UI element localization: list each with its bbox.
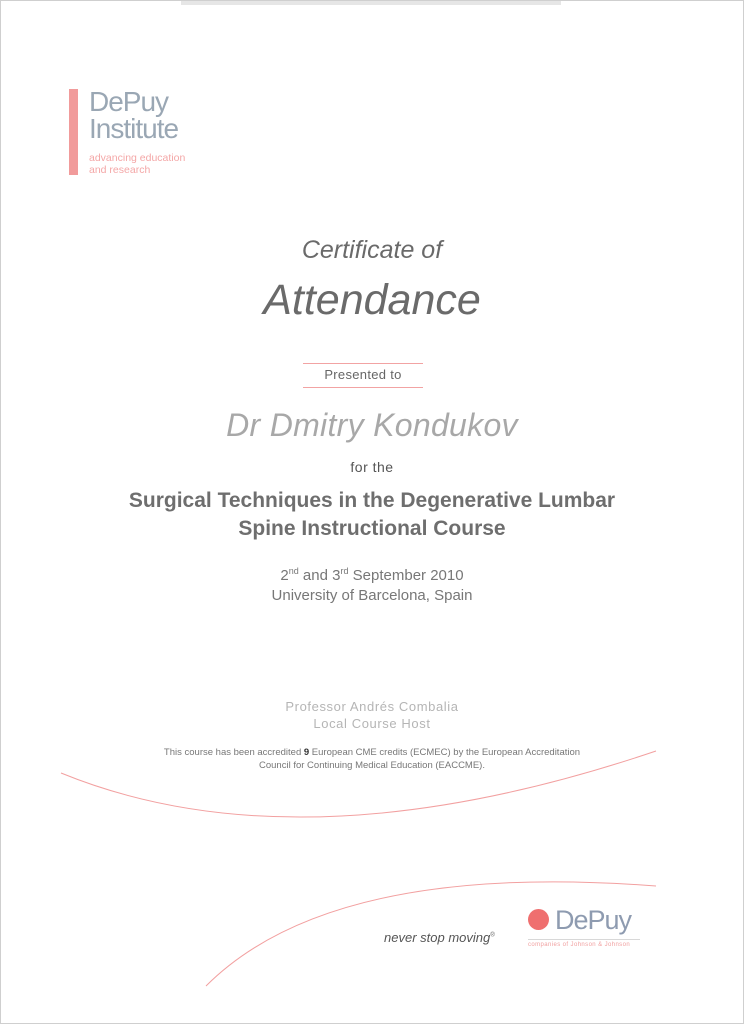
course-dates: 2nd and 3rd September 2010 [280,566,464,584]
course-title-line1: Surgical Techniques in the Degenerative Lumbar [128,489,616,512]
depuy-dot-icon [528,909,549,930]
certificate-heading-small: Certificate of [301,236,443,264]
depuy-rule [528,939,640,940]
host-role: Local Course Host [313,716,431,731]
depuy-wordmark: DePuy [555,905,632,935]
for-the-label: for the [350,459,394,475]
decorative-curves [1,1,743,1023]
certificate-heading-large: Attendance [263,276,481,324]
institute-name-line2: Institute [89,113,179,144]
accreditation-credits: 9 [303,747,310,758]
presented-to-label: Presented to [324,367,402,382]
institute-tagline-line2: and research [89,164,151,176]
recipient-name: Dr Dmitry Kondukov [226,407,518,443]
accreditation-line2: Council for Continuing Medical Education (EACCME). [259,760,485,771]
institute-tagline-line1: advancing education [89,152,186,164]
institute-name-line1: DePuy [89,86,169,117]
course-title-line2: Spine Instructional Course [238,517,506,540]
accreditation-line1: This course has been accredited 9 European CME credits (ECMEC) by the European Accreditation [163,747,581,758]
footer-slogan: never stop moving® [384,930,495,945]
host-name: Professor Andrés Combalia [285,699,459,714]
depuy-logo [528,905,648,955]
decorative-curve-upper [61,751,656,817]
depuy-subline: companies of Johnson & Johnson [528,942,631,948]
course-venue: University of Barcelona, Spain [271,587,473,604]
